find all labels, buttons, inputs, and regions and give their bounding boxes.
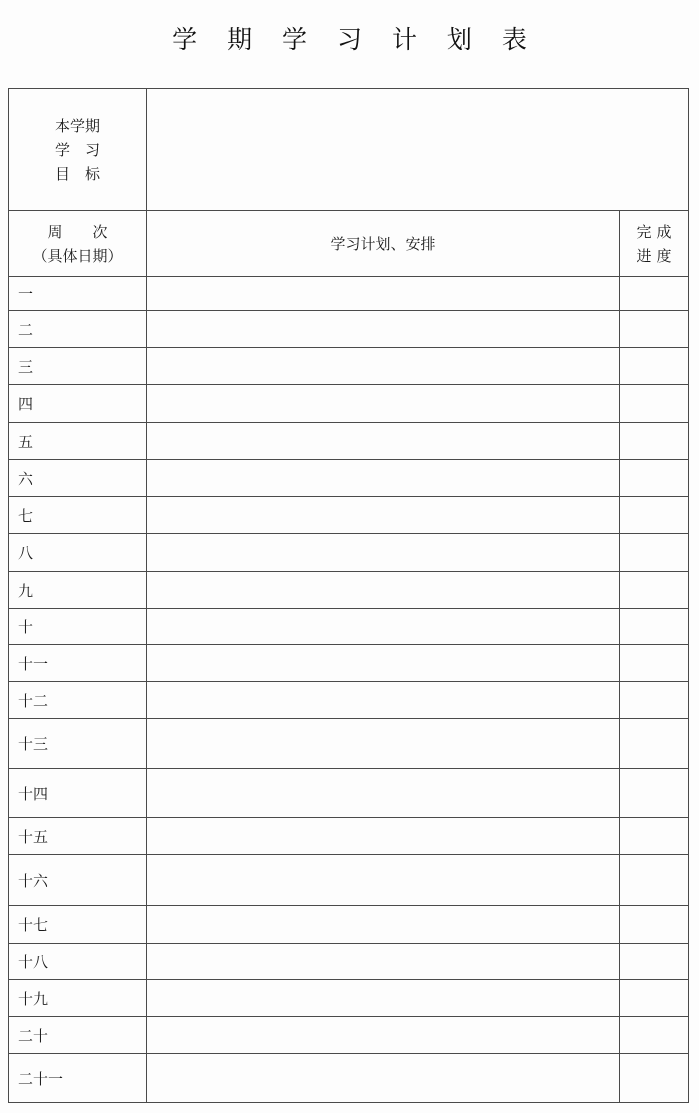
week-row xyxy=(9,609,689,645)
week-plan-cell[interactable] xyxy=(147,855,620,906)
week-row xyxy=(9,1054,689,1103)
week-progress-cell[interactable] xyxy=(620,572,689,609)
week-progress-cell[interactable] xyxy=(620,348,689,385)
progress-header-line-2: 进度 xyxy=(636,246,677,265)
week-header-line-2: （具体日期） xyxy=(32,246,123,265)
goal-input-cell[interactable] xyxy=(147,89,689,211)
week-plan-cell[interactable] xyxy=(147,311,620,348)
goal-label-line-2: 学 习 xyxy=(54,140,100,159)
week-label-cell: 三 xyxy=(9,348,147,385)
week-label-cell: 十四 xyxy=(9,769,147,818)
week-progress-cell[interactable] xyxy=(620,311,689,348)
week-plan-cell[interactable] xyxy=(147,460,620,497)
week-row xyxy=(9,423,689,460)
week-label-cell: 十九 xyxy=(9,980,147,1017)
week-label-cell: 一 xyxy=(9,277,147,311)
week-label-cell: 十八 xyxy=(9,944,147,980)
week-progress-cell[interactable] xyxy=(620,769,689,818)
week-plan-cell[interactable] xyxy=(147,980,620,1017)
week-progress-cell[interactable] xyxy=(620,645,689,682)
week-plan-cell[interactable] xyxy=(147,719,620,769)
page-title: 学 期 学 习 计 划 表 xyxy=(172,25,538,54)
goal-label-line-1: 本学期 xyxy=(54,116,100,135)
week-plan-cell[interactable] xyxy=(147,497,620,534)
week-plan-cell[interactable] xyxy=(147,682,620,719)
week-label-cell: 九 xyxy=(9,572,147,609)
week-progress-cell[interactable] xyxy=(620,855,689,906)
week-row xyxy=(9,818,689,855)
week-row xyxy=(9,645,689,682)
goal-label-cell xyxy=(9,89,147,211)
week-plan-cell[interactable] xyxy=(147,1017,620,1054)
week-plan-cell[interactable] xyxy=(147,277,620,311)
week-row xyxy=(9,311,689,348)
week-row xyxy=(9,460,689,497)
progress-header-cell xyxy=(620,211,689,277)
week-label-cell: 十一 xyxy=(9,645,147,682)
week-plan-cell[interactable] xyxy=(147,769,620,818)
week-row xyxy=(9,944,689,980)
week-row xyxy=(9,1017,689,1054)
week-row xyxy=(9,348,689,385)
week-progress-cell[interactable] xyxy=(620,534,689,572)
week-row xyxy=(9,385,689,423)
week-plan-cell[interactable] xyxy=(147,423,620,460)
week-row xyxy=(9,682,689,719)
week-progress-cell[interactable] xyxy=(620,609,689,645)
week-plan-cell[interactable] xyxy=(147,818,620,855)
week-progress-cell[interactable] xyxy=(620,980,689,1017)
week-label-cell: 六 xyxy=(9,460,147,497)
week-plan-cell[interactable] xyxy=(147,609,620,645)
week-plan-cell[interactable] xyxy=(147,944,620,980)
week-plan-cell[interactable] xyxy=(147,645,620,682)
week-label-cell: 四 xyxy=(9,385,147,423)
week-label-cell: 十二 xyxy=(9,682,147,719)
week-progress-cell[interactable] xyxy=(620,497,689,534)
week-progress-cell[interactable] xyxy=(620,460,689,497)
week-progress-cell[interactable] xyxy=(620,818,689,855)
week-label-cell: 二十一 xyxy=(9,1054,147,1103)
week-plan-cell[interactable] xyxy=(147,534,620,572)
week-row xyxy=(9,855,689,906)
week-progress-cell[interactable] xyxy=(620,277,689,311)
week-progress-cell[interactable] xyxy=(620,682,689,719)
week-progress-cell[interactable] xyxy=(620,906,689,944)
week-plan-cell[interactable] xyxy=(147,348,620,385)
week-label-cell: 十七 xyxy=(9,906,147,944)
study-plan-table xyxy=(8,88,689,1103)
plan-header-cell: 学习计划、安排 xyxy=(147,211,620,277)
week-row xyxy=(9,572,689,609)
week-row xyxy=(9,769,689,818)
week-label-cell: 七 xyxy=(9,497,147,534)
week-plan-cell[interactable] xyxy=(147,1054,620,1103)
header-row xyxy=(9,211,689,277)
week-plan-cell[interactable] xyxy=(147,906,620,944)
week-header-line-1: 周 次 xyxy=(47,222,108,241)
progress-header-line-1: 完成 xyxy=(636,222,677,241)
goal-label-line-3: 目 标 xyxy=(54,164,100,183)
week-row xyxy=(9,497,689,534)
week-header-cell xyxy=(9,211,147,277)
week-label-cell: 八 xyxy=(9,534,147,572)
week-label-cell: 五 xyxy=(9,423,147,460)
week-label-cell: 二 xyxy=(9,311,147,348)
week-progress-cell[interactable] xyxy=(620,719,689,769)
week-label-cell: 十六 xyxy=(9,855,147,906)
week-label-cell: 十三 xyxy=(9,719,147,769)
goal-row xyxy=(9,89,689,211)
week-row xyxy=(9,534,689,572)
week-progress-cell[interactable] xyxy=(620,1054,689,1103)
week-row xyxy=(9,906,689,944)
week-row xyxy=(9,980,689,1017)
week-plan-cell[interactable] xyxy=(147,572,620,609)
week-progress-cell[interactable] xyxy=(620,1017,689,1054)
week-label-cell: 二十 xyxy=(9,1017,147,1054)
week-row xyxy=(9,719,689,769)
week-label-cell: 十 xyxy=(9,609,147,645)
week-progress-cell[interactable] xyxy=(620,423,689,460)
week-label-cell: 十五 xyxy=(9,818,147,855)
week-progress-cell[interactable] xyxy=(620,385,689,423)
week-progress-cell[interactable] xyxy=(620,944,689,980)
week-plan-cell[interactable] xyxy=(147,385,620,423)
week-row xyxy=(9,277,689,311)
